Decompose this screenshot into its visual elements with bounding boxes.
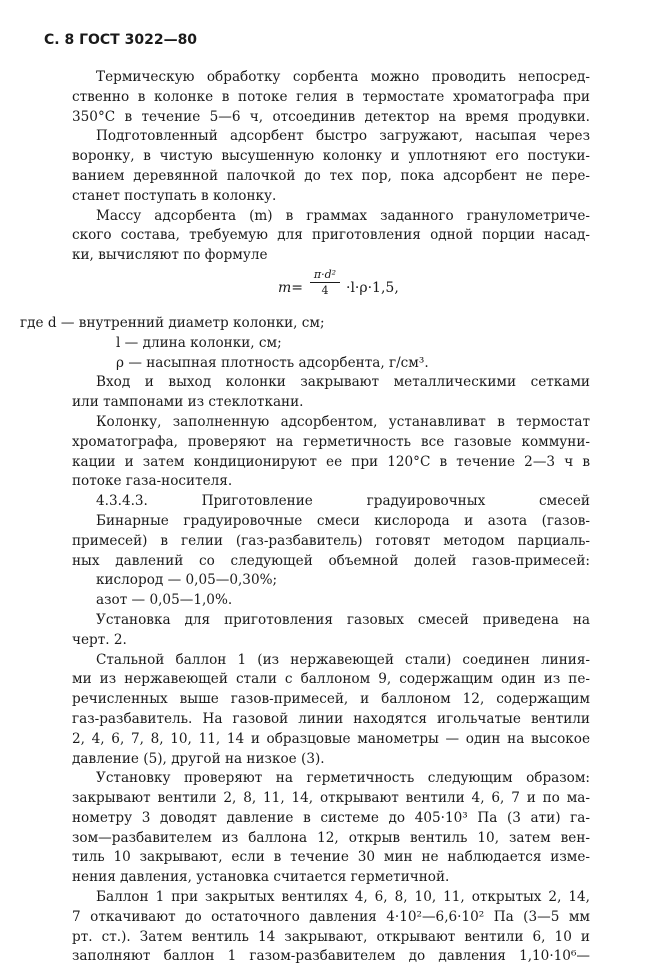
where-line: где d — внутренний диаметр колонки, см;	[20, 314, 325, 331]
text-line: или тампонами из стеклоткани.	[72, 394, 304, 411]
text-line: воронку, в чистую высушенную колонку и уплотняют его постуки-	[72, 148, 590, 165]
text-line: ных давлений со следующей объемной долей газов-примесей:	[72, 552, 590, 569]
text-line: закрывают вентили 2, 8, 11, 14, открывают вентили 4, 6, 7 и по ма-	[72, 790, 590, 807]
text-line: ми из нержавеющей стали с баллоном 9, содержащим один из пе-	[72, 671, 590, 688]
text-line: 2, 4, 6, 7, 8, 10, 11, 14 и образцовые манометры — один на высокое	[72, 730, 590, 747]
text-line: рт. ст.). Затем вентиль 14 закрывают, открывают вентили 6, 10 и	[72, 928, 590, 945]
text-line: азот — 0,05—1,0%.	[96, 592, 233, 609]
text-line: черт. 2.	[72, 631, 127, 648]
text-line: тиль 10 закрывают, если в течение 30 мин не наблюдается изме-	[72, 849, 590, 866]
formula-numerator: π·d²	[310, 268, 340, 283]
formula-fraction	[310, 268, 340, 297]
text-line: речисленных выше газов-примесей, и баллоном 12, содержащим	[72, 691, 590, 708]
text-line: 7 откачивают до остаточного давления 4·10²—6,6·10² Па (3—5 мм	[72, 908, 590, 925]
text-line: Массу адсорбента (m) в граммах заданного гранулометриче-	[96, 207, 590, 224]
text-line: ванием деревянной палочкой до тех пор, пока адсорбент не пере-	[72, 167, 590, 184]
text-line: 350°С в течение 5—6 ч, отсоединив детектор на время продувки.	[72, 108, 590, 125]
text-line: нения давления, установка считается герметичной.	[72, 869, 450, 886]
formula-rest: ·l·ρ·1,5,	[346, 279, 399, 296]
where-line: l — длина колонки, см;	[116, 334, 282, 351]
text-line: ского состава, требуемую для приготовления одной порции насад-	[72, 227, 590, 244]
text-line: хроматографа, проверяют на герметичность все газовые коммуни-	[72, 433, 590, 450]
text-line: примесей) в гелии (газ-разбавитель) готовят методом парциаль-	[72, 532, 590, 549]
where-line: ρ — насыпная плотность адсорбента, г/см³.	[116, 354, 429, 371]
section-heading: 4.3.4.3. Приготовление градуировочных смесей	[96, 493, 590, 510]
text-line: ственно в колонке в потоке гелия в термостате хроматографа при	[72, 88, 590, 105]
text-line: Установка для приготовления газовых смесей приведена на	[96, 611, 590, 628]
text-line: заполняют баллон 1 газом-разбавителем до давления 1,10·10⁶—	[72, 948, 590, 965]
text-line: кации и затем кондиционируют ее при 120°С в течение 2—3 ч в	[72, 453, 590, 470]
text-line: Подготовленный адсорбент быстро загружают, насыпая через	[96, 128, 590, 145]
text-line: Колонку, заполненную адсорбентом, устанавливат в термостат	[96, 413, 590, 430]
text-line: зом—разбавителем из баллона 12, открыв вентиль 10, затем вен-	[72, 829, 590, 846]
formula-lhs: m=	[278, 279, 304, 296]
text-line: ки, вычисляют по формуле	[72, 247, 268, 264]
text-line: станет поступать в колонку.	[72, 187, 277, 204]
text-line: Вход и выход колонки закрывают металлическими сетками	[96, 374, 590, 391]
mass-formula	[72, 266, 590, 314]
text-line: Бинарные градуировочные смеси кислорода и азота (газов-	[96, 512, 590, 529]
text-line: Термическую обработку сорбента можно проводить непосред-	[96, 69, 590, 85]
text-line: Установку проверяют на герметичность следующим образом:	[96, 770, 590, 787]
text-line: давление (5), другой на низкое (3).	[72, 750, 325, 767]
text-line: нометру 3 доводят давление в системе до 405·10³ Па (3 ати) га-	[72, 809, 590, 826]
document-body	[20, 68, 590, 967]
page-header: С. 8 ГОСТ 3022—80	[44, 32, 198, 48]
text-line: потоке газа-носителя.	[72, 473, 233, 490]
formula-denominator: 4	[321, 283, 329, 297]
text-line: газ-разбавитель. На газовой линии находятся игольчатые вентили	[72, 710, 590, 727]
text-line: Стальной баллон 1 (из нержавеющей стали) соединен линия-	[96, 651, 590, 668]
text-line: кислород — 0,05—0,30%;	[96, 572, 278, 589]
text-line: Баллон 1 при закрытых вентилях 4, 6, 8, 10, 11, открытых 2, 14,	[96, 889, 590, 906]
